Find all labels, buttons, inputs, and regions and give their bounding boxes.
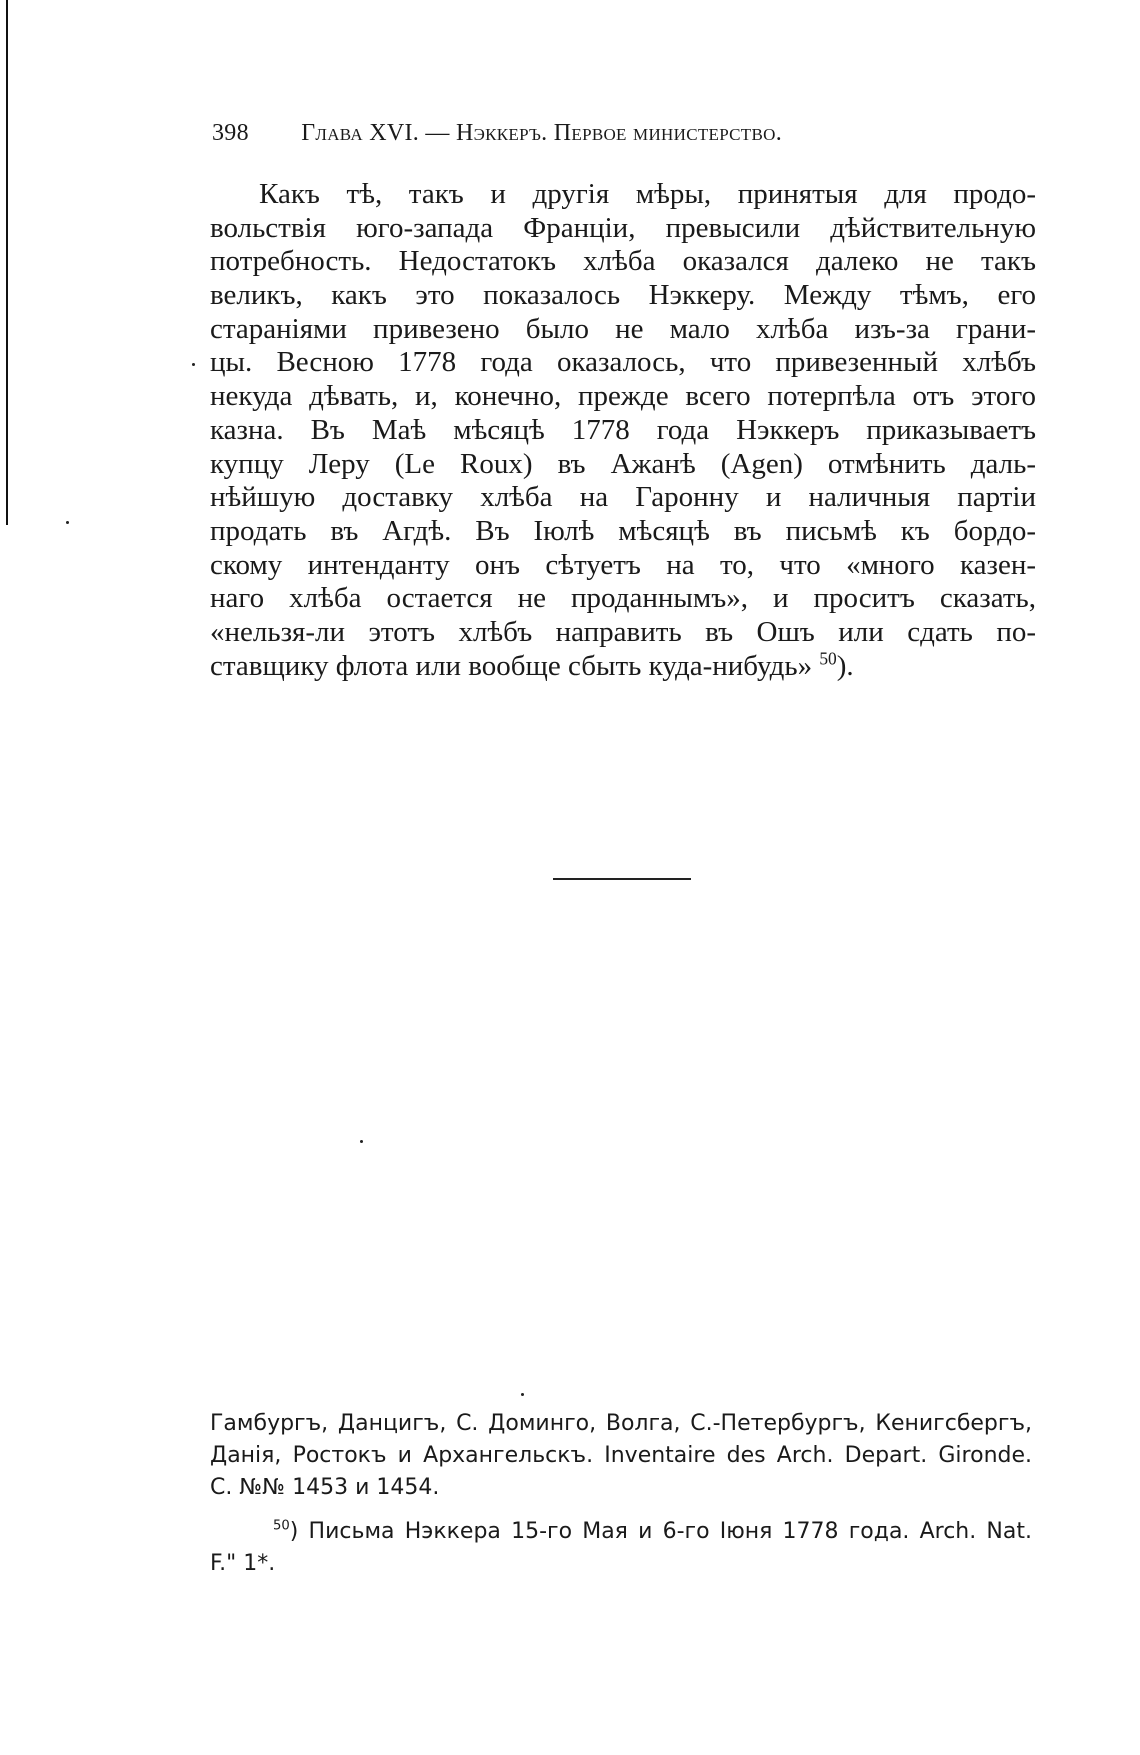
footnote-reference: 50: [819, 647, 837, 668]
text-line: «нельзя-ли этотъ хлѣбъ направить въ Ошъ или сдать по-: [210, 615, 1036, 648]
text-line: наго хлѣба остается не проданнымъ», и проситъ сказать,: [210, 582, 1036, 615]
text-line: купцу Леру (Le Roux) въ Ажанѣ (Agen) отмѣнить даль-: [210, 447, 1036, 480]
text-line: стараніями привезено было не мало хлѣба изъ-за грани-: [210, 312, 1036, 345]
last-line-tail: ).: [836, 649, 854, 682]
last-line-text: ставщику флота или вообще сбыть куда-нибудь»: [210, 649, 820, 682]
running-title: Глава XVI. — Нэккеръ. Первое министерство.: [301, 120, 783, 146]
speck-mark: [521, 1393, 524, 1396]
footnote-marker: 50: [273, 1518, 290, 1534]
footnote-line: Данія, Ростокъ и Архангельскъ. Inventaire des Arch. Depart. Gironde.: [210, 1443, 1032, 1468]
text-line: цы. Весною 1778 года оказалось, что привезенный хлѣбъ: [210, 346, 1036, 379]
text-line: продать въ Агдѣ. Въ Іюлѣ мѣсяцѣ въ письмѣ къ бордо-: [210, 514, 1036, 547]
footnote-line: С. №№ 1453 и 1454.: [210, 1475, 440, 1500]
speck-mark: [192, 363, 195, 366]
text-line: скому интенданту онъ сѣтуетъ на то, что «много казен-: [210, 548, 1036, 581]
running-header: [212, 120, 1032, 147]
page-edge-rule: [6, 0, 8, 525]
footnote-line: Гамбургъ, Данцигъ, С. Доминго, Волга, С.-Петербургъ, Кенигсбергъ,: [210, 1411, 1032, 1436]
footnote-separator: [553, 878, 691, 880]
text-line: казна. Въ Маѣ мѣсяцѣ 1778 года Нэккеръ приказываетъ: [210, 413, 1036, 446]
text-line: некуда дѣвать, и, конечно, прежде всего потерпѣла отъ этого: [210, 380, 1036, 413]
text-line: великъ, какъ это показалось Нэккеру. Между тѣмъ, его: [210, 279, 1036, 312]
page-number: 398: [212, 120, 249, 146]
speck-mark: [360, 1140, 363, 1143]
speck-mark: [66, 521, 69, 524]
text-line: потребность. Недостатокъ хлѣба оказался далеко не такъ: [210, 245, 1036, 278]
footnotes-block: [210, 1408, 1032, 1580]
text-line-last: [210, 647, 1036, 684]
footnote-line: F." 1*.: [210, 1551, 276, 1576]
main-paragraph: [210, 178, 1036, 683]
text-line: нѣйшую доставку хлѣба на Гаронну и наличныя партіи: [210, 481, 1036, 514]
footnote-text: ) Письма Нэккера 15-го Мая и 6-го Іюня 1778 года. Arch. Nat.: [289, 1519, 1032, 1544]
text-line: Какъ тѣ, такъ и другія мѣры, принятыя для продо-: [259, 178, 1036, 210]
text-line: вольствія юго-запада Франціи, превысили дѣйствительную: [210, 211, 1036, 244]
footnote-50: [210, 1516, 1032, 1548]
